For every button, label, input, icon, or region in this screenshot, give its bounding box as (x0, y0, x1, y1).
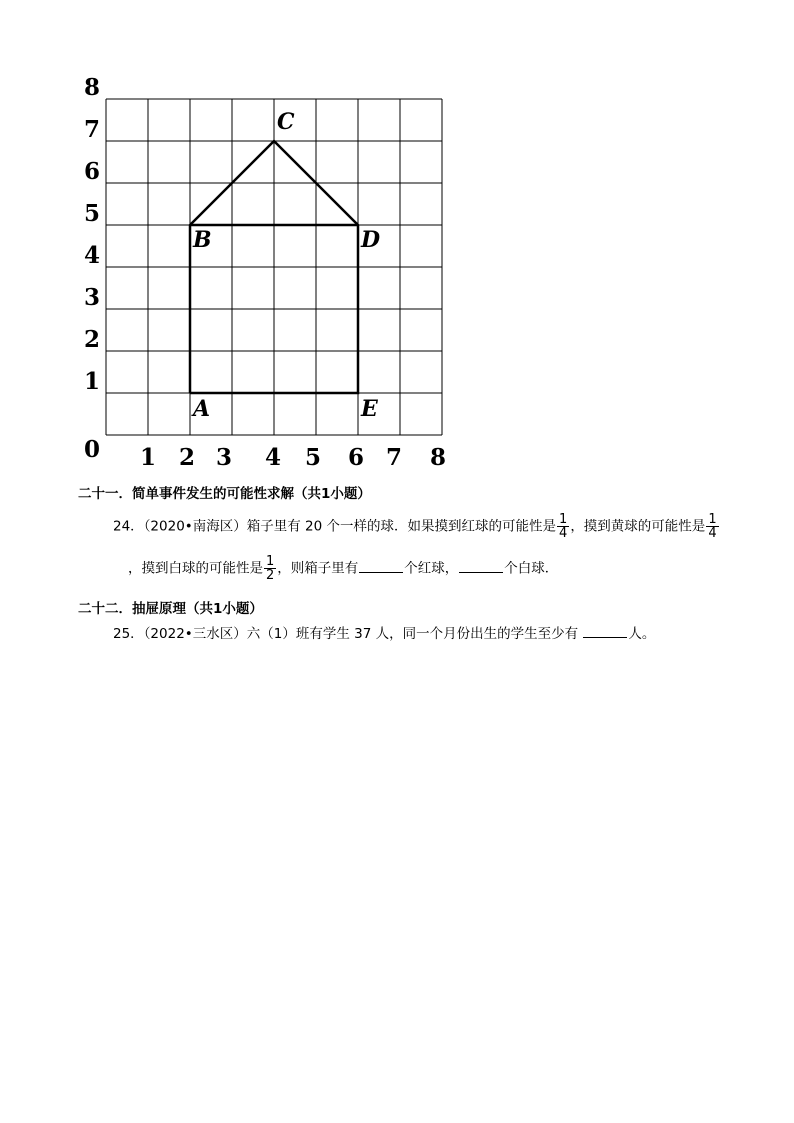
answer-blank-white-count[interactable] (459, 560, 503, 573)
fraction-denominator: 2 (266, 568, 275, 583)
question-24-number: 24． (113, 518, 144, 535)
point-label-d: D (361, 227, 381, 253)
y-axis-label: 3 (84, 284, 101, 311)
fraction-numerator: 1 (266, 554, 275, 569)
x-axis-label: 3 (216, 444, 233, 471)
question-24-line-1 (113, 513, 720, 540)
question-24-text-5: 个红球， (404, 560, 459, 577)
y-axis-label: 5 (84, 200, 101, 227)
point-label-c: C (277, 109, 295, 135)
x-axis-label: 7 (386, 444, 403, 471)
y-axis-label: 4 (84, 242, 101, 269)
fraction-denominator: 4 (559, 526, 568, 541)
x-axis-label: 8 (430, 444, 447, 471)
question-25-number: 25． (113, 626, 144, 642)
section-heading-pigeonhole: 二十二．抽屉原理（共1小题） (78, 601, 263, 617)
fraction-white-probability (264, 555, 276, 582)
y-axis-label: 6 (84, 158, 101, 185)
question-24-source: （2020•南海区） (143, 518, 247, 535)
y-axis-label: 8 (84, 74, 101, 101)
y-axis-label: 1 (84, 368, 101, 395)
point-label-e: E (361, 396, 378, 422)
point-label-a: A (193, 396, 211, 422)
coordinate-grid-figure (0, 0, 794, 480)
x-axis-label: 1 (140, 444, 157, 471)
x-axis-label: 6 (348, 444, 365, 471)
question-24-text-4: ，则箱子里有 (277, 560, 359, 577)
question-24-text-3: ，摸到白球的可能性是 (128, 560, 263, 577)
x-axis-label: 2 (179, 444, 196, 471)
question-24-text-6: 个白球． (504, 560, 559, 577)
y-axis-label: 0 (84, 436, 101, 463)
fraction-red-probability (557, 513, 569, 540)
y-axis-label: 2 (84, 326, 101, 353)
answer-blank-red-count[interactable] (359, 560, 403, 573)
y-axis-label: 7 (84, 116, 101, 143)
question-24-line-2 (128, 555, 558, 582)
fraction-denominator: 4 (708, 526, 717, 541)
point-label-b: B (193, 227, 212, 253)
section-heading-probability: 二十一．简单事件发生的可能性求解（共1小题） (78, 486, 371, 502)
fraction-numerator: 1 (708, 512, 717, 527)
fraction-numerator: 1 (559, 512, 568, 527)
question-25-text-2: 人。 (628, 626, 656, 642)
question-24-text-1: 箱子里有 20 个一样的球．如果摸到红球的可能性是 (246, 518, 557, 535)
question-25-line (113, 624, 655, 644)
question-24-text-2: ，摸到黄球的可能性是 (570, 518, 706, 535)
fraction-yellow-probability (706, 513, 718, 540)
question-25-source: （2022•三水区） (143, 626, 247, 642)
x-axis-label: 5 (305, 444, 322, 471)
question-25-text-1: 六（1）班有学生 37 人，同一个月份出生的学生至少有 (246, 626, 583, 642)
x-axis-label: 4 (265, 444, 282, 471)
answer-blank-min-students[interactable] (583, 625, 627, 638)
